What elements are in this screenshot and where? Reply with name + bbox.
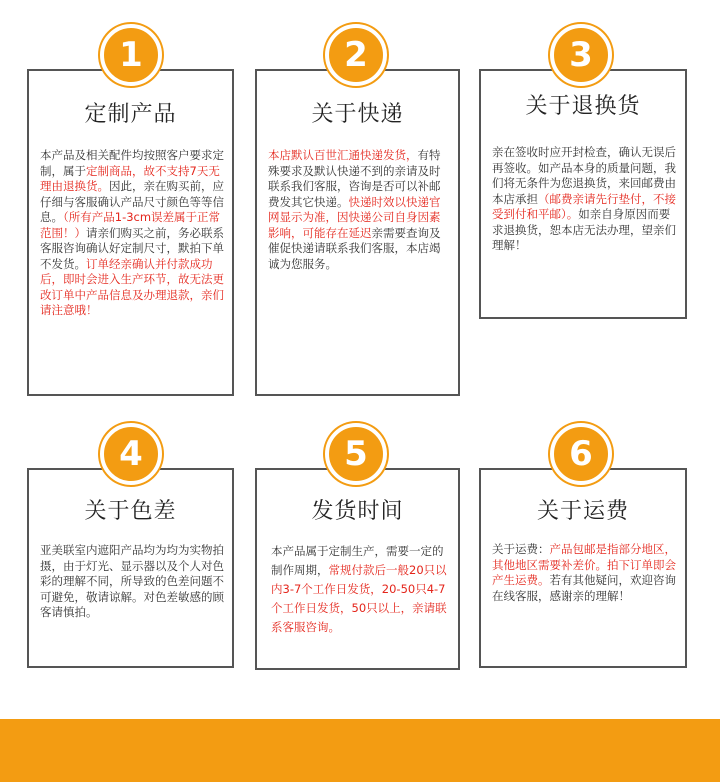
highlight-text: 快递时效以快递官网显示为准，因快递公司自身因素影响，可能存在延迟 [268,194,441,240]
card-title: 关于快递 [311,102,404,127]
card-title: 发货时间 [311,499,404,524]
highlight-text: 本店默认百世汇通快递发货， [268,148,418,162]
step-number-badge: 1 [100,24,162,86]
card-body [40,543,224,621]
card-body [40,148,224,319]
card-body [492,145,677,254]
card-body [271,542,451,637]
body-text: 亲需要查询及催促快递请联系我们客服，本店竭诚为您服务。 [268,225,441,271]
body-text: 如亲自身原因而要求退换货，恕本店无法办理，望亲们理解！ [492,207,676,252]
step-number-badge: 2 [325,24,387,86]
card-title: 关于色差 [84,499,177,524]
body-text: 本产品属于定制生产，需要一定的制作周期， [271,544,444,577]
highlight-text: 订单经亲确认并付款成功后，即时会进入生产环节，故无法更改订单中产品信息及办理退款，亲们请注意哦！ [40,256,224,317]
body-text: 请亲们购买之前，务必联系客服咨询确认好定制尺寸，默拍下单不发货。 [40,225,224,271]
card-title: 关于运费 [536,499,629,524]
body-text: 亚美联室内遮阳产品均为均为实物拍摄，由于灯光、显示器以及个人对色彩的理解不同，所导致的色差问题不可避免，敬请谅解。对色差敏感的顾客请慎拍。 [40,543,224,619]
highlight-text: 定制商品，故不支持7天无理由退换货。 [40,163,220,193]
body-text: 亲在签收时应开封检查，确认无误后再签收。如产品本身的质量问题，我们将无条件为您退换货，来回邮费由本店承担 [492,145,676,206]
card-title: 关于退换货 [525,94,641,119]
card-returns [479,69,687,319]
card-custom-product [27,69,234,396]
highlight-text: 产品包邮是指部分地区，其他地区需要补差价。拍下订单即会产生运费。 [492,542,676,587]
step-number-badge: 5 [325,423,387,485]
body-text: 本产品及相关配件均按照客户要求定制，属于 [40,148,224,178]
body-text: 因此，亲在购买前，应仔细与客服确认产品尺寸颜色等等信息。 [40,179,224,224]
highlight-text: 常规付款后一般20只以内3-7个工作日发货，20-50只4-7个工作日发货，50只以上，亲请联系客服咨询。 [271,563,447,634]
card-shipping [255,69,460,396]
card-body [492,542,677,604]
step-number-badge: 6 [550,423,612,485]
card-delivery-time [255,468,460,670]
step-number-badge: 3 [550,24,612,86]
body-text: 有特殊要求及默认快递不到的亲请及时联系我们客服，咨询是否可以补邮费发其它快递。 [268,148,441,209]
card-shipping-fee [479,468,687,668]
body-text: 关于运费： [492,542,550,556]
highlight-text: （所有产品1-3cm误差属于正常范围！） [40,210,221,240]
body-text: 若有其他疑问，欢迎咨询在线客服，感谢亲的理解！ [492,573,676,603]
card-color-difference [27,468,234,668]
card-title: 定制产品 [84,102,177,127]
highlight-text: （邮费亲请先行垫付，不接受到付和平邮）。 [492,191,676,221]
footer-bar [0,719,720,782]
step-number-badge: 4 [100,423,162,485]
card-body [268,148,450,272]
